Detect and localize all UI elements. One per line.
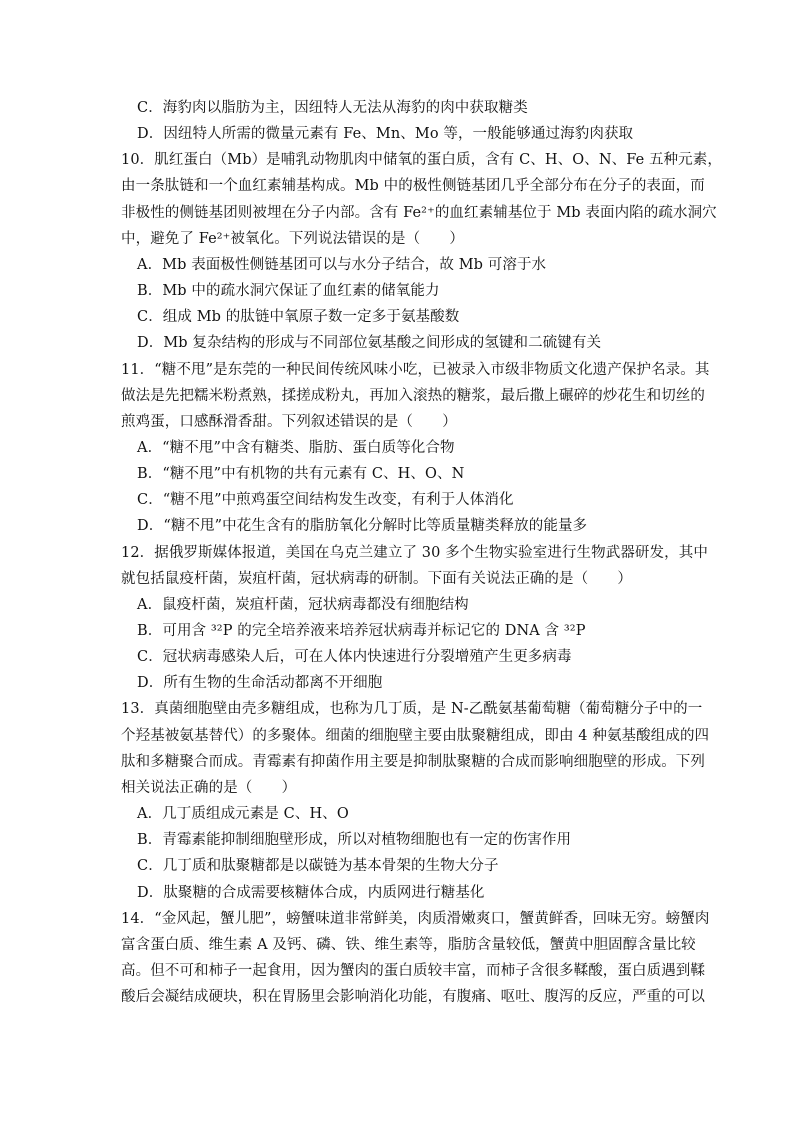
question-text-line: 由一条肽链和一个血红素辅基构成。Mb 中的极性侧链基团几乎全部分布在分子的表面，而 <box>121 178 705 195</box>
question-text-line: 高。但不可和柿子一起食用，因为蟹肉的蛋白质较丰富，而柿子含很多鞣酸，蛋白质遇到鞣 <box>121 962 705 979</box>
question-stem: 11．“糖不甩”是东莞的一种民间传统风味小吃，已被录入市级非物质文化遗产保护名录。其 <box>121 361 710 378</box>
answer-option: A．几丁质组成元素是 C、H、O <box>137 806 349 823</box>
answer-option: C．“糖不甩”中煎鸡蛋空间结构发生改变，有利于人体消化 <box>137 492 514 509</box>
question-text-line: 酸后会凝结成硬块，积在胃肠里会影响消化功能，有腹痛、呕吐、腹泻的反应，严重的可以 <box>121 989 705 1006</box>
answer-option: C．冠状病毒感染人后，可在人体内快速进行分裂增殖产生更多病毒 <box>137 649 572 666</box>
question-text-line: 做法是先把糯米粉煮熟，揉搓成粉丸，再加入滚热的糖浆，最后撒上碾碎的炒花生和切丝的 <box>121 387 705 404</box>
question-text-line: 相关说法正确的是（ ） <box>121 779 297 796</box>
question-text-line: 煎鸡蛋，口感酥滑香甜。下列叙述错误的是（ ） <box>121 413 457 430</box>
question-text-line: 个羟基被氨基替代）的多聚体。细菌的细胞壁主要由肽聚糖组成，即由 4 种氨基酸组成的四 <box>121 727 710 744</box>
answer-option: A．鼠疫杆菌，炭疽杆菌，冠状病毒都没有细胞结构 <box>137 596 469 613</box>
question-text-line: 就包括鼠疫杆菌，炭疽杆菌，冠状病毒的研制。下面有关说法正确的是（ ） <box>121 570 632 587</box>
answer-option: D．Mb 复杂结构的形成与不同部位氨基酸之间形成的氢键和二硫键有关 <box>137 335 602 352</box>
question-stem: 13．真菌细胞壁由壳多糖组成，也称为几丁质，是 N-乙酰氨基葡萄糖（葡萄糖分子中的一 <box>121 701 703 718</box>
answer-option: D．因纽特人所需的微量元素有 Fe、Mn、Mo 等，一般能够通过海豹肉获取 <box>137 126 634 143</box>
answer-option: D．肽聚糖的合成需要核糖体合成，内质网进行糖基化 <box>137 884 485 901</box>
question-stem: 14．“金风起，蟹儿肥”，螃蟹味道非常鲜美，肉质滑嫩爽口，蟹黄鲜香，回味无穷。螃蟹肉 <box>121 910 710 927</box>
answer-option: C．组成 Mb 的肽链中氧原子数一定多于氨基酸数 <box>137 309 460 326</box>
answer-option: D．所有生物的生命活动都离不开细胞 <box>137 675 383 692</box>
question-text-line: 非极性的侧链基团则被埋在分子内部。含有 Fe²⁺的血红素辅基位于 Mb 表面内陷的疏水洞穴 <box>121 204 717 221</box>
answer-option: A．“糖不甩”中含有糖类、脂肪、蛋白质等化合物 <box>137 439 455 456</box>
question-text-line: 中，避免了 Fe²⁺被氧化。下列说法错误的是（ ） <box>121 230 465 247</box>
answer-option: B．青霉素能抑制细胞壁形成，所以对植物细胞也有一定的伤害作用 <box>137 832 572 849</box>
answer-option: C．几丁质和肽聚糖都是以碳链为基本骨架的生物大分子 <box>137 858 499 875</box>
answer-option: A．Mb 表面极性侧链基团可以与水分子结合，故 Mb 可溶于水 <box>137 256 547 273</box>
question-stem: 10．肌红蛋白（Mb）是哺乳动物肌肉中储氧的蛋白质，含有 C、H、O、N、Fe 五种元素， <box>121 152 722 169</box>
answer-option: B．“糖不甩”中有机物的共有元素有 C、H、O、N <box>137 466 465 483</box>
answer-option: B．可用含 ³²P 的完全培养液来培养冠状病毒并标记它的 DNA 含 ³²P <box>137 623 586 639</box>
question-stem: 12．据俄罗斯媒体报道，美国在乌克兰建立了 30 多个生物实验室进行生物武器研发，其中 <box>121 544 708 561</box>
question-text-line: 富含蛋白质、维生素 A 及钙、磷、铁、维生素等，脂肪含量较低，蟹黄中胆固醇含量比较 <box>121 936 696 953</box>
question-text-line: 肽和多糖聚合而成。青霉素有抑菌作用主要是抑制肽聚糖的合成而影响细胞壁的形成。下列 <box>121 753 705 770</box>
answer-option: B．Mb 中的疏水洞穴保证了血红素的储氧能力 <box>137 283 440 300</box>
answer-option: C．海豹肉以脂肪为主，因纽特人无法从海豹的肉中获取糖类 <box>137 100 528 116</box>
answer-option: D．“糖不甩”中花生含有的脂肪氧化分解时比等质量糖类释放的能量多 <box>137 518 588 535</box>
